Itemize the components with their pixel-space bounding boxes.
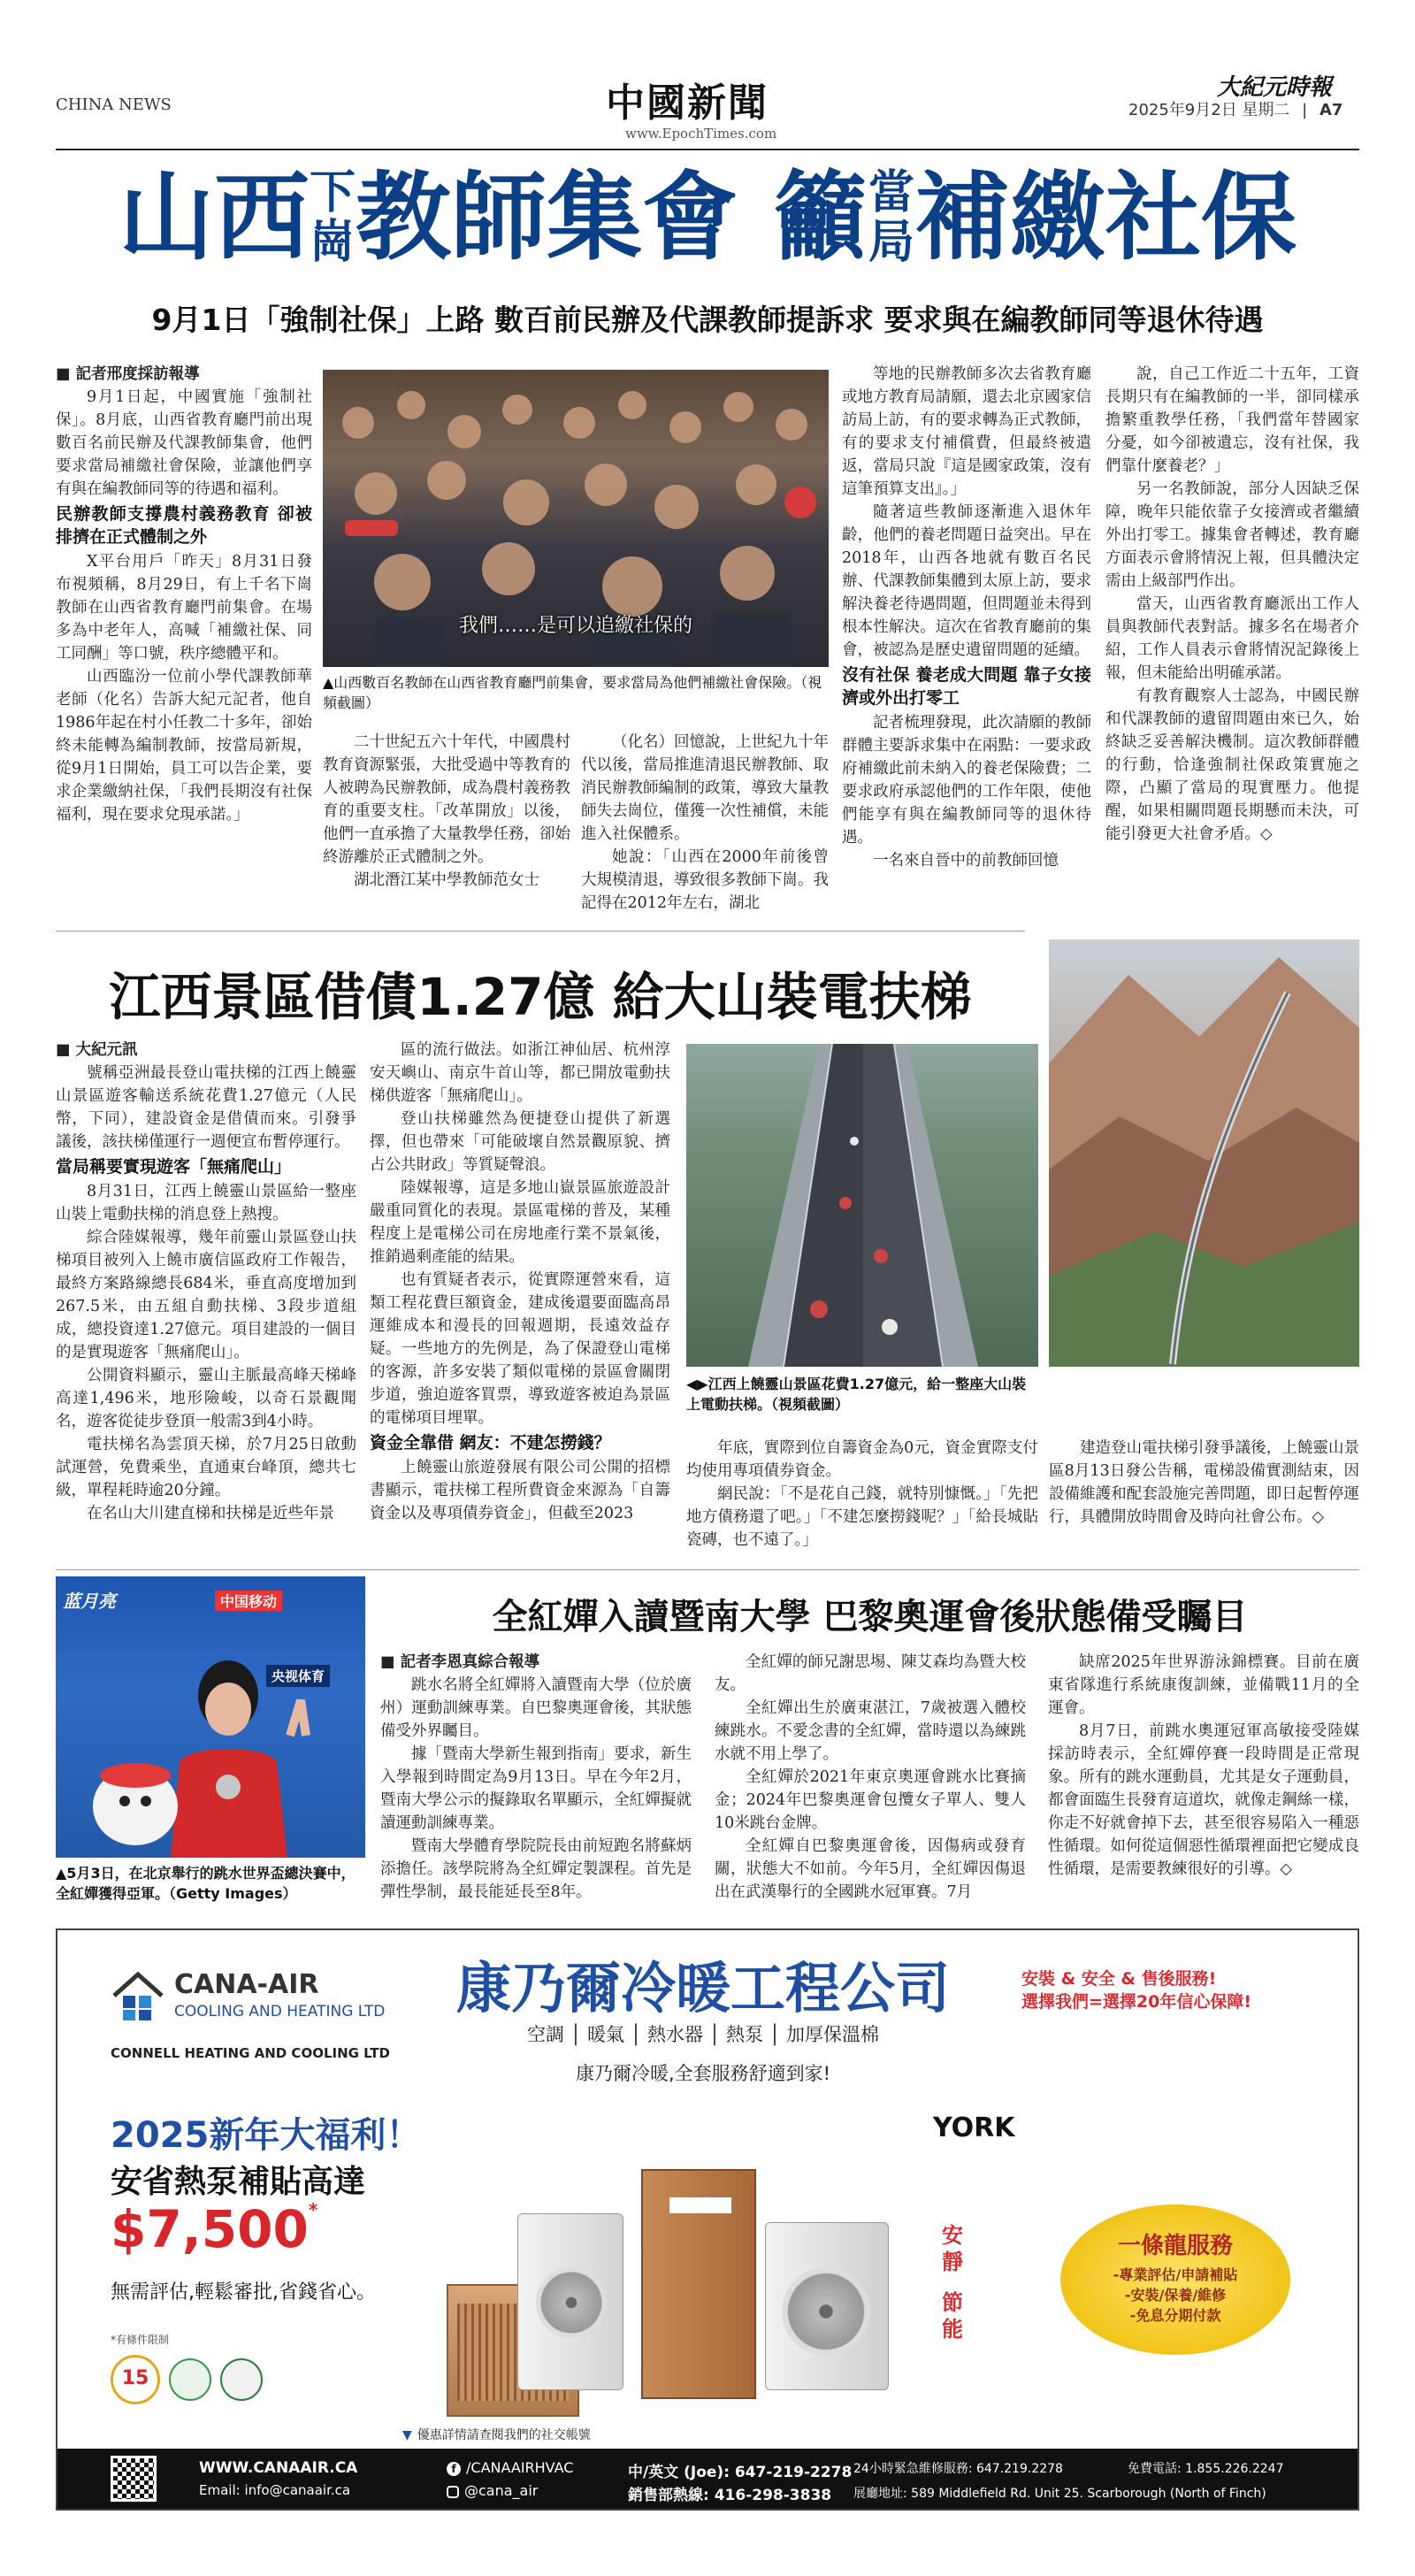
- story3-para: 8月7日，前跳水奧運冠軍高敏接受陸媒採訪時表示，全紅嬋停賽一段時間是正常現象。所有的跳水運動員，尤其是女子運動員，都會面臨生長發育這道坎，就像走鋼絲一樣，你走不好就會掉下去，甚至很容易陷入一種惡性循環。如何從這個惡性循環裡面把它變成良性循環，是需要教練很好的引導。◇: [1048, 1722, 1359, 1878]
- story2-para: 建造登山電扶梯引發爭議後，上饒靈山景區8月13日發公告稱，電梯設備實測結束，因設備維護和配套設施完善問題，即日起暫停運行，具體開放時間會及時向社會公布。◇: [1049, 1439, 1359, 1526]
- story1-byline: ■ 記者邢度採訪報導: [56, 365, 200, 383]
- headline-stack-2: [868, 165, 915, 269]
- ad-service-badge: [1060, 2204, 1290, 2355]
- ad-email[interactable]: Email: info@canaair.ca: [199, 2482, 351, 2498]
- headline-stack-1: [309, 165, 356, 269]
- story1-subheading-2: 沒有社保 養老成大問題 靠子女接濟或外出打零工: [842, 665, 1091, 708]
- story2-photo-caption: ◀▶江西上饒靈山景區花費1.27億元，給一整座大山裝上電動扶梯。（視頻截圖）: [686, 1376, 1027, 1413]
- story2-para: 綜合陸媒報導，幾年前靈山景區登山扶梯項目被列入上饒市廣信區政府工作報告，最終方案路線總長684米，垂直高度增加到267.5米，由五組自動扶梯、3段步道組成，總投資達1.27億元。項目建設的一個目的是實現遊客「無痛爬山」。: [56, 1229, 356, 1361]
- story1-photo-caption: ▲山西數百名教師在山西省教育廳門前集會，要求當局為他們補繳社會保險。（視頻截圖）: [323, 674, 822, 711]
- sponsor-sign-3: 央视体育: [266, 1665, 330, 1687]
- stack1-top: 下: [309, 165, 356, 219]
- photo-subtitle-overlay: 我們……是可以追繳社保的: [458, 615, 692, 637]
- ad-logo: [111, 1966, 447, 2036]
- story1-para: 隨著這些教師逐漸進入退休年齡，他們的養老問題日益突出。早在2018年，山西各地就有數百名民辦、代課教師集體到太原上訪，要求解決養老待遇問題，但問題並未得到根本性解決。這次在省教育廳前的集會，被認為是歷史遺留問題的延續。: [842, 503, 1091, 659]
- paper-name: 大紀元時報: [1217, 74, 1333, 101]
- ad-instagram-text: @cana_air: [464, 2482, 539, 2499]
- fan-icon: [782, 2267, 870, 2356]
- story3-para: 跳水名將全紅嬋將入讀暨南大學（位於廣州）運動訓練專業。自巴黎奧運會後，其狀態備受外界矚目。: [380, 1676, 692, 1740]
- sponsor-sign-2: 中国移动: [215, 1591, 282, 1611]
- story2-mountain-photo: [1049, 939, 1359, 1367]
- story3-column-2: [715, 1651, 1026, 1900]
- story3-para: 缺席2025年世界游泳錦標賽。目前在廣東省隊進行系統康復訓練，並備戰11月的全運會。: [1048, 1653, 1359, 1717]
- story2-para: 電扶梯名為雲頂天梯，於7月25日啟動試運營，免費乘坐，直通東台峰頂，總共七級，單程耗時逾20分鐘。: [56, 1436, 356, 1499]
- facebook-icon: f: [447, 2462, 461, 2476]
- story1-para: 她說：「山西在2000年前後曾大規模清退，導致很多教師下崗。我記得在2012年左右，湖北: [581, 848, 829, 911]
- ad-vertical-text: [942, 2222, 963, 2342]
- story2-para: 在名山大川建直梯和扶梯是近些年景: [87, 1505, 334, 1522]
- story1-subheading-1: 民辦教師支撐農村義務教育 卻被排擠在正式體制之外: [56, 504, 312, 547]
- ad-top-right-2: 選擇我們=選擇20年信心保障!: [1021, 1992, 1252, 2012]
- story2-para: 登山扶梯雖然為便捷登山提供了新選擇，但也帶來「可能破壞自然景觀原貌、擠占公共財政」等質疑聲浪。: [370, 1110, 670, 1174]
- ad-social-note-text: 優惠詳情請查閱我們的社交帳號: [417, 2428, 591, 2442]
- page-number: A7: [1319, 101, 1343, 119]
- ad-promo-amount: $7,500: [111, 2199, 309, 2259]
- story3-para: 全紅嬋的師兄謝思埸、陳艾森均為暨大校友。: [715, 1653, 1026, 1694]
- story1-crowd-photo: [323, 370, 829, 667]
- story1-column-5: [1105, 363, 1359, 911]
- ad-promo-amount-wrap: [111, 2199, 317, 2259]
- headline-part-d: 補繳社保: [914, 162, 1297, 273]
- issue-date: [1128, 97, 1342, 120]
- ad-facebook[interactable]: [447, 2459, 573, 2476]
- ad-logo-full: CONNELL HEATING AND COOLING LTD: [111, 2045, 390, 2061]
- ad-logo-name: CANA-AIR: [174, 1969, 319, 2000]
- story3-photo-caption: ▲5月3日，在北京舉行的跳水世界盃總決賽中，全紅嬋獲得亞軍。（Getty Images）: [56, 1865, 356, 1902]
- story2-para: 區的流行做法。如浙江神仙居、杭州淳安天嶼山、南京牛首山等，都已開放電動扶梯供遊客「無痛爬山」。: [370, 1041, 670, 1105]
- story1-para: 湖北潛江某中學教師范女士: [354, 871, 539, 889]
- ad-phone-sales[interactable]: 銷售部熱線: 416-298-3838: [628, 2487, 832, 2504]
- story1-para: 一名來自晉中的前教師回憶: [873, 852, 1059, 870]
- story3-column-3: [1048, 1651, 1359, 1900]
- sponsor-sign-1: 蓝月亮: [63, 1591, 116, 1612]
- story2-para: 8月31日，江西上饒靈山景區給一整座山裝上電動扶梯的消息登上熱搜。: [56, 1183, 356, 1223]
- stack1-bottom: 崗: [309, 215, 356, 269]
- story1-column-2: [323, 731, 570, 911]
- ad-disclaimer: *有條件限制: [111, 2334, 170, 2346]
- ad-badge-2: [169, 2358, 211, 2401]
- story1-para: 二十世紀五六十年代，中國農村教育資源緊張，大批受過中等教育的人被聘為民辦教師，成為農村義務教育的重要支柱。「改革開放」以後，他們一直承擔了大量教學任務，卻始終游離於正式體制之外。: [323, 733, 570, 866]
- headline-part-a: 山西: [118, 162, 310, 273]
- story1-para: 9月1日起，中國實施「強制社保」。8月底，山西省教育廳門前出現數百名前民辦及代課教師集會，他們要求當局補繳社會保險，並讓他們享有與在編教師同等的待遇和福利。: [56, 388, 312, 498]
- ad-emergency[interactable]: 24小時緊急維修服務: 647.219.2278: [853, 2462, 1063, 2476]
- vertical-char: 安: [942, 2222, 963, 2248]
- athlete-illustration: [56, 1576, 365, 1858]
- ad-promo-title: 2025新年大福利！: [111, 2115, 422, 2156]
- story2-escalator-photo: [686, 1044, 1038, 1367]
- story1-para: 等地的民辦教師多次去省教育廳或地方教育局請願，還去北京國家信訪局上訪，有的要求轉為正式教師，有的要求支付補償費，但最終被遣返，當局只說『這是國家政策，沒有這筆預算支出』。」: [842, 365, 1091, 498]
- stack2-top: 當: [868, 165, 915, 219]
- story2-headline: 江西景區借債1.27億 給大山裝電扶梯: [109, 967, 972, 1027]
- ad-service-item: -免息分期付款: [1129, 2307, 1221, 2324]
- story3-para: 全紅嬋出生於廣東湛江，7歲被選入體校練跳水。不愛念書的全紅嬋，當時還以為練跳水就不用上學了。: [715, 1699, 1026, 1763]
- stack2-bottom: 局: [868, 215, 915, 269]
- ad-title: 康乃爾冷暖工程公司: [455, 1956, 950, 2020]
- story2-column-4: [1049, 1437, 1359, 1557]
- ad-years-badge: 15: [111, 2355, 160, 2404]
- story1-para: 有教育觀察人士認為，中國民辦和代課教師的遺留問題由來已久，始終缺乏妥善解決機制。這次教師群體的行動，恰逢強制社保政策實施之際，凸顯了當局的現實壓力。他提醒，如果相關問題長期懸而未決，可能引發更大社會矛盾。◇: [1105, 687, 1359, 843]
- vertical-char: 靜: [942, 2249, 963, 2274]
- masthead-rule: [56, 149, 1359, 150]
- story3-para: 暨南大學體育學院院長由前短跑名將蘇炳添擔任。該學院將為全紅嬋定製課程。首先是彈性學制，最長能延長至8年。: [380, 1837, 692, 1900]
- section-title: 中國新聞: [606, 80, 769, 126]
- ad-social-note: [402, 2426, 591, 2443]
- ad-top-right-1: 安裝 & 安全 & 售後服務!: [1021, 1969, 1217, 1989]
- story2-column-2: [370, 1039, 670, 1557]
- ad-promo-sub: 無需評估,輕鬆審批,省錢省心。: [111, 2281, 376, 2304]
- story2-column-1: [56, 1039, 356, 1557]
- ad-product-furnace: [641, 2169, 756, 2399]
- ad-free-phone[interactable]: 免費電話: 1.855.226.2247: [1128, 2462, 1284, 2476]
- story3-column-1: [380, 1651, 692, 1900]
- story3-headline: 全紅嬋入讀暨南大學 巴黎奧運會後狀態備受矚目: [492, 1597, 1248, 1637]
- story1-headline: [56, 162, 1359, 273]
- ad-services: 空調 │ 暖氣 │ 熱水器 │ 熱泵 │ 加厚保溫棉: [527, 2024, 879, 2045]
- story1-para: 山西臨汾一位前小學代課教師華老師（化名）告訴大紀元記者，他自1986年起在村小任教二十多年，卻始終未能轉為編制教師，按當局新規，從9月1日開始，員工可以告企業，要求企業繳納社保，「我們長期沒有社保福利，現在要求兌現承諾。」: [56, 668, 312, 824]
- story3-para: 全紅嬋自巴黎奧運會後，因傷病或發育關，狀態大不如前。今年5月，全紅嬋因傷退出在武漢舉行的全國跳水冠軍賽。7月: [715, 1837, 1026, 1900]
- ad-product-heat-pump-1: [517, 2213, 623, 2390]
- story1-para: （化名）回憶說，上世紀九十年代以後，當局推進清退民辦教師、取消民辦教師編制的政策，導致大量教師失去崗位，僅獲一次性補償，未能進入社保體系。: [581, 733, 829, 843]
- ad-service-item: -安裝/保養/維修: [1124, 2287, 1227, 2304]
- headline-part-c: 籲: [773, 162, 869, 273]
- vertical-char: 節: [942, 2289, 963, 2315]
- mountain-illustration: [1049, 939, 1359, 1367]
- qr-code-icon: [111, 2456, 157, 2502]
- vertical-char: 能: [942, 2316, 963, 2342]
- ad-promo-star: *: [308, 2199, 318, 2220]
- story2-para: 年底，實際到位自籌資金為0元，資金實際支付均使用專項債券資金。: [686, 1439, 1038, 1480]
- house-logo-icon: [111, 1969, 165, 2024]
- story1-para: 說，自己工作近二十五年，工資長期只有在編教師的一半，卻同樣承擔繁重教學任務，「我們當年替國家分憂，如今卻被遺忘，沒有社保，我們靠什麼養老？」: [1105, 365, 1359, 475]
- headline-part-b: 教師集會: [355, 162, 738, 273]
- story2-para: 上饒靈山旅遊發展有限公司公開的招標書顯示，電扶梯工程所費資金來源為「自籌資金以及專項債券資金」，但截至2023: [370, 1459, 670, 1522]
- story1-divider: [56, 931, 1025, 932]
- ad-service-title: 一條龍服務: [1117, 2233, 1233, 2259]
- story3-byline: ■ 記者李恩真綜合報導: [380, 1653, 540, 1671]
- story1-para: X平台用戶「昨天」8月31日發布視頻稱，8月29日，有上千名下崗教師在山西省教育廳門前集會。在場多為中老年人，高喊「補繳社保、同工同酬」等口號，秩序總體平和。: [56, 553, 312, 663]
- story2-para: 網民說：「不是花自己錢，就特別慷慨。」「先把地方債務還了吧。」「不建怎麼撈錢呢？」「給長城貼瓷磚，也不遠了。」: [686, 1485, 1038, 1549]
- ad-york-logo: YORK: [933, 2112, 1015, 2143]
- story2-column-3: [686, 1437, 1038, 1557]
- furnace-label: [669, 2197, 731, 2213]
- story1-column-3: [581, 731, 829, 911]
- story2-para: 公開資料顯示，靈山主脈最高峰天梯峰高達1,496米，地形險峻，以奇石景觀聞名，遊客從徒步登頂一般需3到4小時。: [56, 1367, 356, 1430]
- ad-product-heat-pump-2: [765, 2222, 889, 2390]
- story2-subheading-2: 資金全靠借 網友：不建怎撈錢？: [370, 1433, 611, 1453]
- story1-para: 記者梳理發現，此次請願的教師群體主要訴求集中在兩點：一要求政府補繳此前未納入的養老保險費；二要求政府承認他們的工作年限，使他們能享有與在編教師同等的退休待遇。: [842, 714, 1091, 847]
- ad-contact-bar: [57, 2449, 1358, 2509]
- ad-address: 展廳地址: 589 Middlefield Rd. Unit 25. Scarborough (North of Finch): [853, 2487, 1266, 2501]
- ad-facebook-text: /CANAAIRHVAC: [466, 2459, 574, 2476]
- down-arrow-icon: ▼: [402, 2428, 412, 2442]
- story3-para: 全紅嬋於2021年東京奧運會跳水比賽摘金；2024年巴黎奧運會包攬女子單人、雙人10米跳台金牌。: [715, 1768, 1026, 1832]
- ad-frame: [56, 1928, 1359, 2511]
- ad-logo-sub: COOLING AND HEATING LTD: [174, 2003, 386, 2020]
- ad-promo-line: 安省熱泵補貼高達: [111, 2164, 366, 2200]
- ad-slogan: 康乃爾冷暖,全套服務舒適到家!: [575, 2063, 831, 2084]
- story2-byline: ■ 大紀元訊: [56, 1041, 138, 1059]
- story2-para: 陸媒報導，這是多地山嶽景區旅遊設計嚴重同質化的表現。景區電梯的普及，某種程度上是電梯公司在房地產行業不景氣後，推銷過剩產能的結果。: [370, 1179, 670, 1266]
- story3-para: 據「暨南大學新生報到指南」要求，新生入學報到時間定為9月13日。早在今年2月，暨南大學公示的擬錄取名單顯示，全紅嬋擬就讀運動訓練專業。: [380, 1745, 692, 1832]
- story1-column-4: [842, 363, 1091, 911]
- date-text: 2025年9月2日 星期二: [1128, 101, 1290, 119]
- story2-para: 也有質疑者表示，從實際運營來看，這類工程花費巨額資金，建成後還要面臨高昂運維成本和漫長的回報週期，長遠效益存疑。一些地方的先例是，為了保證登山電梯的客源，許多安裝了類似電梯的景區會關閉步道，強迫遊客買票，導致遊客被迫為景區的電梯項目埋單。: [370, 1271, 670, 1427]
- page-sep: |: [1302, 101, 1308, 119]
- story1-para: 當天，山西省教育廳派出工作人員與教師代表對話。據多名在場者介紹，工作人員表示會將情況記錄後上報，但未能給出明確承諾。: [1105, 595, 1359, 682]
- story2-subheading-1: 當局稱要實現遊客「無痛爬山」: [56, 1157, 292, 1177]
- story1-subhead: 9月1日「強制社保」上路 數百前民辦及代課教師提訴求 要求與在編教師同等退休待遇: [151, 303, 1264, 337]
- story2-divider: [56, 1569, 1359, 1570]
- ad-phone-joe[interactable]: 中/英文 (Joe): 647-219-2278: [628, 2464, 853, 2481]
- fan-icon: [536, 2267, 607, 2338]
- ad-instagram[interactable]: [447, 2482, 538, 2499]
- ad-website[interactable]: WWW.CANAAIR.CA: [199, 2459, 358, 2477]
- section-label-en: CHINA NEWS: [56, 96, 172, 114]
- ad-service-item: -專業評估/申請補貼: [1113, 2266, 1238, 2283]
- story3-athlete-photo: [56, 1576, 365, 1858]
- story1-column-1: [56, 363, 312, 911]
- instagram-icon: [447, 2486, 459, 2498]
- story2-para: 號稱亞洲最長登山電扶梯的江西上饒靈山景區遊客輸送系統花費1.27億元（人民幣，下同），建設資金是借債而來。引發爭議後，該扶梯僅運行一週便宣布暫停運行。: [56, 1064, 356, 1151]
- site-url: www.EpochTimes.com: [625, 126, 777, 142]
- story1-para: 另一名教師說，部分人因缺乏保障，晚年只能依靠子女接濟或者繼續外出打零工。據集會者轉述，教育廳方面表示會將情況上報，但具體決定需由上級部門作出。: [1105, 480, 1359, 590]
- ad-badge-3: [220, 2358, 263, 2401]
- escalator-illustration: [686, 1044, 1038, 1367]
